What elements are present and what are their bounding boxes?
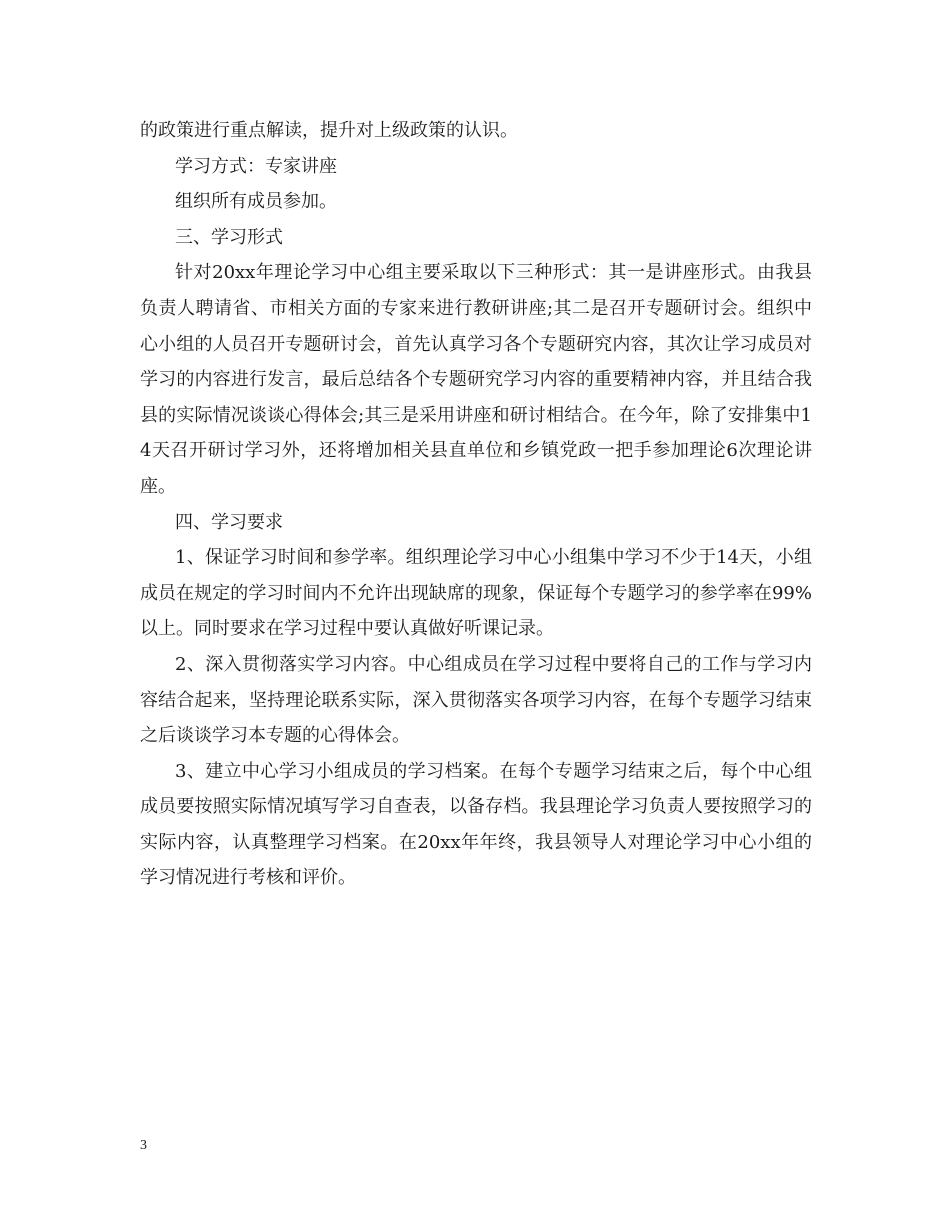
paragraph-requirement-1: 1、保证学习时间和参学率。组织理论学习中心小组集中学习不少于14天，小组成员在规定的学习时间内不允许出现缺席的现象，保证每个专题学习的参学率在99%以上。同时要求在学习过程中要认真做好听课记录。 (140, 547, 812, 640)
paragraph-study-form-detail: 针对20xx年理论学习中心组主要采取以下三种形式：其一是讲座形式。由我县负责人聘请省、市相关方面的专家来进行教研讲座;其二是召开专题研讨会。组织中心小组的人员召开专题研讨会，首先认真学习各个专题研究内容，其次让学习成员对学习的内容进行发言，最后总结各个专题研究学习内容的重要精神内容，并且结合我县的实际情况谈谈心得体会;其三是采用讲座和研讨相结合。在今年，除了安排集中14天召开研讨学习外，还将增加相关县直单位和乡镇党政一把手参加理论6次理论讲座。 (140, 262, 812, 497)
paragraph-participants: 组织所有成员参加。 (175, 191, 337, 213)
section-heading-study-requirements: 四、学习要求 (175, 511, 283, 533)
paragraph-requirement-3: 3、建立中心学习小组成员的学习档案。在每个专题学习结束之后，每个中心组成员要按照实际情况填写学习自查表，以备存档。我县理论学习负责人要按照学习的实际内容，认真整理学习档案。在20xx年年终，我县领导人对理论学习中心小组的学习情况进行考核和评价。 (140, 760, 812, 889)
section-heading-study-form: 三、学习形式 (175, 226, 283, 248)
document-body (140, 113, 812, 896)
page-number: 3 (140, 1138, 147, 1153)
paragraph-requirement-2: 2、深入贯彻落实学习内容。中心组成员在学习过程中要将自己的工作与学习内容结合起来，坚持理论联系实际，深入贯彻落实各项学习内容，在每个专题学习结束之后谈谈学习本专题的心得体会。 (140, 653, 812, 747)
paragraph-continuation: 的政策进行重点解读，提升对上级政策的认识。 (140, 120, 518, 141)
paragraph-study-method: 学习方式：专家讲座 (175, 155, 337, 177)
